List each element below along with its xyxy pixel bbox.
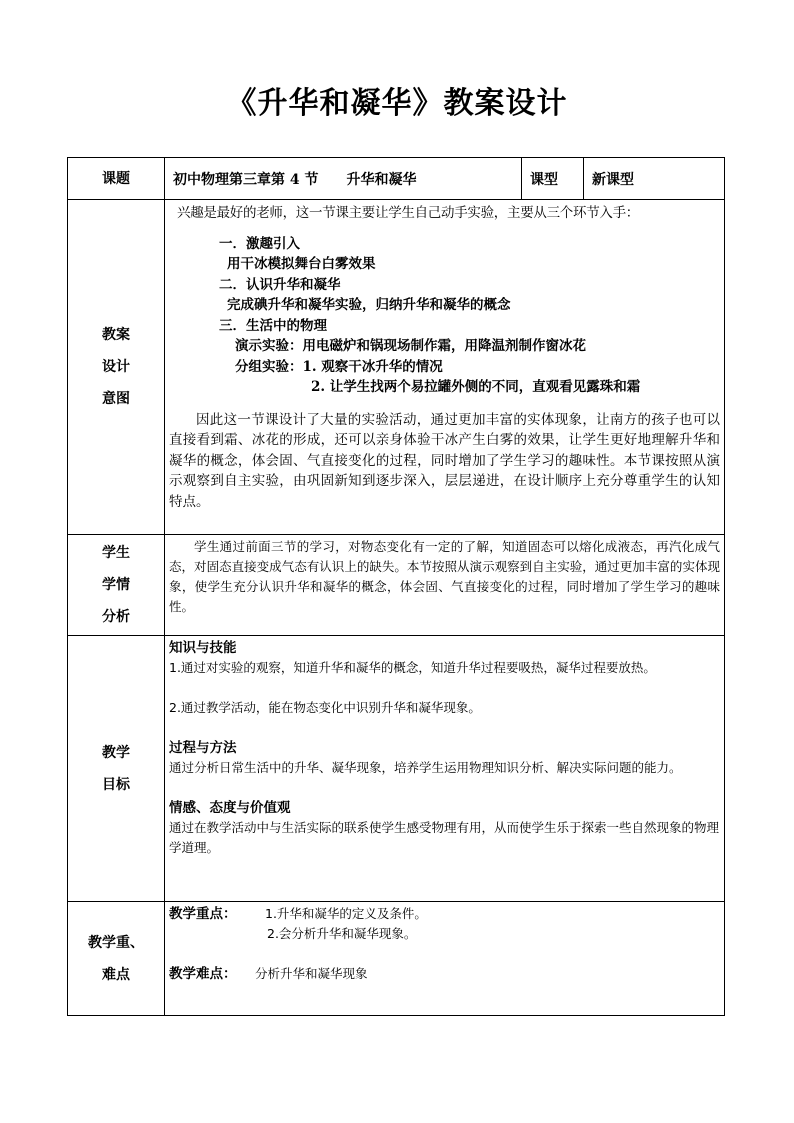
intent-step1-title: 一．激趣引入	[219, 235, 300, 252]
goals-emotion-title: 情感、态度与价值观	[169, 800, 291, 816]
lesson-plan-table	[67, 157, 725, 1016]
keypoints-label-2: 难点	[102, 966, 130, 983]
key-title: 教学重点：	[169, 906, 237, 922]
key-point-2: 2.会分析升华和凝华现象。	[267, 926, 417, 941]
type-label-cell	[522, 158, 584, 200]
keypoints-label-cell	[68, 902, 165, 1016]
design-intent-label-cell	[68, 200, 165, 535]
topic-value-cell	[165, 158, 522, 200]
goals-knowledge-1: 1.通过对实验的观察，知道升华和凝华的概念，知道升华过程要吸热，凝华过程要放热。	[169, 660, 656, 675]
design-intent-label-1: 教案	[102, 327, 130, 343]
type-label: 课型	[530, 171, 558, 188]
document-title: 《升华和凝华》教案设计	[226, 86, 568, 121]
intent-summary: 因此这一节课设计了大量的实验活动，通过更加丰富的实体现象，让南方的孩子也可以直接看到霜、冰花的形成，还可以亲身体验干冰产生白雾的效果，让学生更好地理解升华和凝华的概念，体会固、气直接变化的过程，同时增加了学生学习的趣味性。本节课按照从演示观察到自主实验，由巩固新知到逐步深入，层层递进，在设计顺序上充分尊重学生的认知特点。	[169, 411, 720, 510]
teaching-goals-row	[68, 636, 725, 902]
analysis-text: 学生通过前面三节的学习，对物态变化有一定的了解，知道固态可以熔化成液态，再汽化成气态，对固态直接变成气态有认识上的缺失。本节按照从演示观察到自主实验，通过更加丰富的实体现象，使学生充分认识升华和凝华的概念，体会固、气直接变化的过程，同时增加了学生学习的趣味性。	[169, 539, 720, 614]
type-value: 新课型	[592, 171, 634, 188]
intent-step2-text: 完成碘升华和凝华实验，归纳升华和凝华的概念	[227, 297, 511, 313]
analysis-label-2: 学情	[102, 577, 130, 593]
design-intent-content	[165, 200, 725, 535]
analysis-label-cell	[68, 535, 165, 636]
keypoints-content	[165, 902, 725, 1016]
design-intent-row	[68, 200, 725, 535]
topic-label: 课题	[102, 170, 130, 187]
goals-process-title: 过程与方法	[169, 740, 237, 756]
intent-group2: 2. 让学生找两个易拉罐外侧的不同，直观看见露珠和霜	[311, 379, 641, 395]
student-analysis-row	[68, 535, 725, 636]
goals-knowledge-2: 2.通过教学活动，能在物态变化中识别升华和凝华现象。	[169, 700, 481, 715]
design-intent-label-2: 设计	[102, 359, 130, 375]
goals-content	[165, 636, 725, 902]
intent-step1-text: 用干冰模拟舞台白雾效果	[227, 256, 376, 272]
key-points-row	[68, 902, 725, 1016]
goals-knowledge-title: 知识与技能	[169, 640, 237, 656]
intent-demo: 演示实验：用电磁炉和锅现场制作霜，用降温剂制作窗冰花	[235, 338, 586, 354]
difficulty-title: 教学难点：	[169, 966, 237, 982]
analysis-label-1: 学生	[102, 545, 130, 561]
keypoints-label-1: 教学重、	[88, 934, 144, 951]
topic-value: 初中物理第三章第 4 节 升华和凝华	[173, 171, 417, 188]
header-row	[68, 158, 725, 200]
goals-label-1: 教学	[102, 744, 130, 761]
analysis-content	[165, 535, 725, 636]
goals-emotion-1: 通过在教学活动中与生活实际的联系使学生感受物理有用，从而使学生乐于探索一些自然现象的物理学道理。	[169, 820, 720, 855]
key-point-1: 1.升华和凝华的定义及条件。	[265, 906, 427, 921]
intent-group1: 分组实验：1. 观察干冰升华的情况	[235, 358, 443, 375]
design-intent-label-3: 意图	[102, 391, 130, 407]
difficulty-point-1: 分析升华和凝华现象	[255, 966, 368, 981]
intent-step2-title: 二．认识升华和凝华	[219, 276, 341, 293]
type-value-cell	[584, 158, 725, 200]
intent-step3-title: 三．生活中的物理	[219, 317, 327, 334]
goals-label-cell	[68, 636, 165, 902]
analysis-label-3: 分析	[102, 609, 130, 625]
topic-label-cell	[68, 158, 165, 200]
goals-process-1: 通过分析日常生活中的升华、凝华现象，培养学生运用物理知识分析、解决实际问题的能力。	[169, 760, 682, 775]
goals-label-2: 目标	[102, 776, 130, 793]
intent-intro: 兴趣是最好的老师，这一节课主要让学生自己动手实验，主要从三个环节入手：	[177, 205, 639, 221]
